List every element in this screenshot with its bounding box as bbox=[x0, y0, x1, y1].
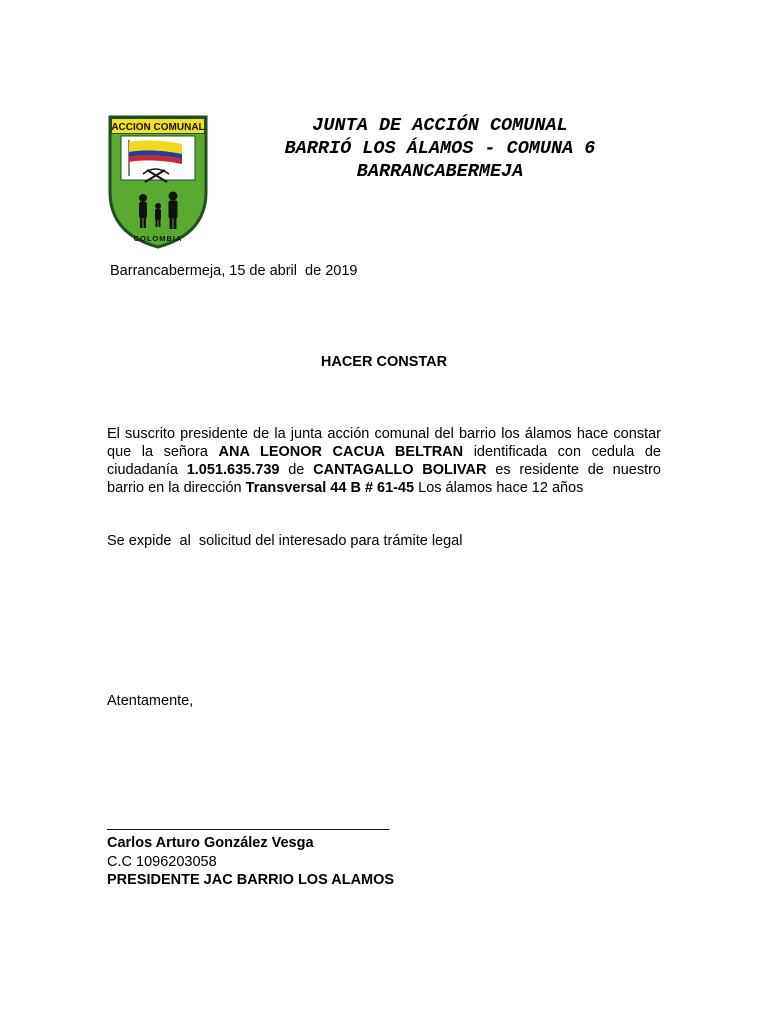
paragraph-text: de bbox=[279, 462, 314, 478]
letterhead-line-3: BARRANCABERMEJA bbox=[356, 161, 524, 182]
paragraph-line-1 bbox=[107, 425, 661, 443]
signature-line: ___________________________________ bbox=[107, 815, 390, 831]
paragraph-text: es residente de nuestro bbox=[486, 462, 662, 478]
closing-salutation: Atentamente, bbox=[107, 693, 194, 709]
paragraph-line-2 bbox=[107, 443, 661, 461]
paragraph-text: ciudadanía bbox=[107, 462, 187, 478]
resident-address: Transversal 44 B # 61-45 bbox=[245, 480, 415, 496]
certification-paragraph bbox=[107, 425, 661, 497]
letterhead bbox=[230, 114, 650, 183]
paragraph-text: que la señora bbox=[107, 444, 219, 460]
resident-name: ANA LEONOR CACUA BELTRAN bbox=[218, 444, 464, 460]
paragraph-text: barrio en la dirección bbox=[107, 480, 246, 496]
logo-top-text: ACCION COMUNAL bbox=[111, 122, 205, 133]
letterhead-line-2: BARRIÓ LOS ÁLAMOS - COMUNA 6 bbox=[284, 138, 596, 159]
document-title: HACER CONSTAR bbox=[320, 354, 448, 370]
document-date: Barrancabermeja, 15 de abril de 2019 bbox=[110, 263, 358, 279]
accion-comunal-logo bbox=[107, 114, 209, 250]
signer-role: PRESIDENTE JAC BARRIO LOS ALAMOS bbox=[107, 872, 395, 888]
logo-bottom-text: COLOMBIA bbox=[133, 234, 183, 243]
paragraph-text: Los álamos hace 12 años bbox=[414, 480, 584, 496]
id-issue-place: CANTAGALLO BOLIVAR bbox=[313, 462, 487, 478]
paragraph-line-3 bbox=[107, 461, 661, 479]
issuance-statement: Se expide al solicitud del interesado para trámite legal bbox=[107, 533, 463, 549]
resident-id-number: 1.051.635.739 bbox=[186, 462, 280, 478]
signer-name: Carlos Arturo González Vesga bbox=[107, 835, 314, 851]
signer-id: C.C 1096203058 bbox=[107, 854, 217, 870]
letterhead-line-1: JUNTA DE ACCIÓN COMUNAL bbox=[312, 115, 568, 136]
paragraph-text: El suscrito presidente de la junta acción comunal del barrio los álamos hace constar bbox=[107, 426, 661, 442]
paragraph-line-4 bbox=[107, 479, 661, 497]
paragraph-text: identificada con cedula de bbox=[463, 444, 661, 460]
